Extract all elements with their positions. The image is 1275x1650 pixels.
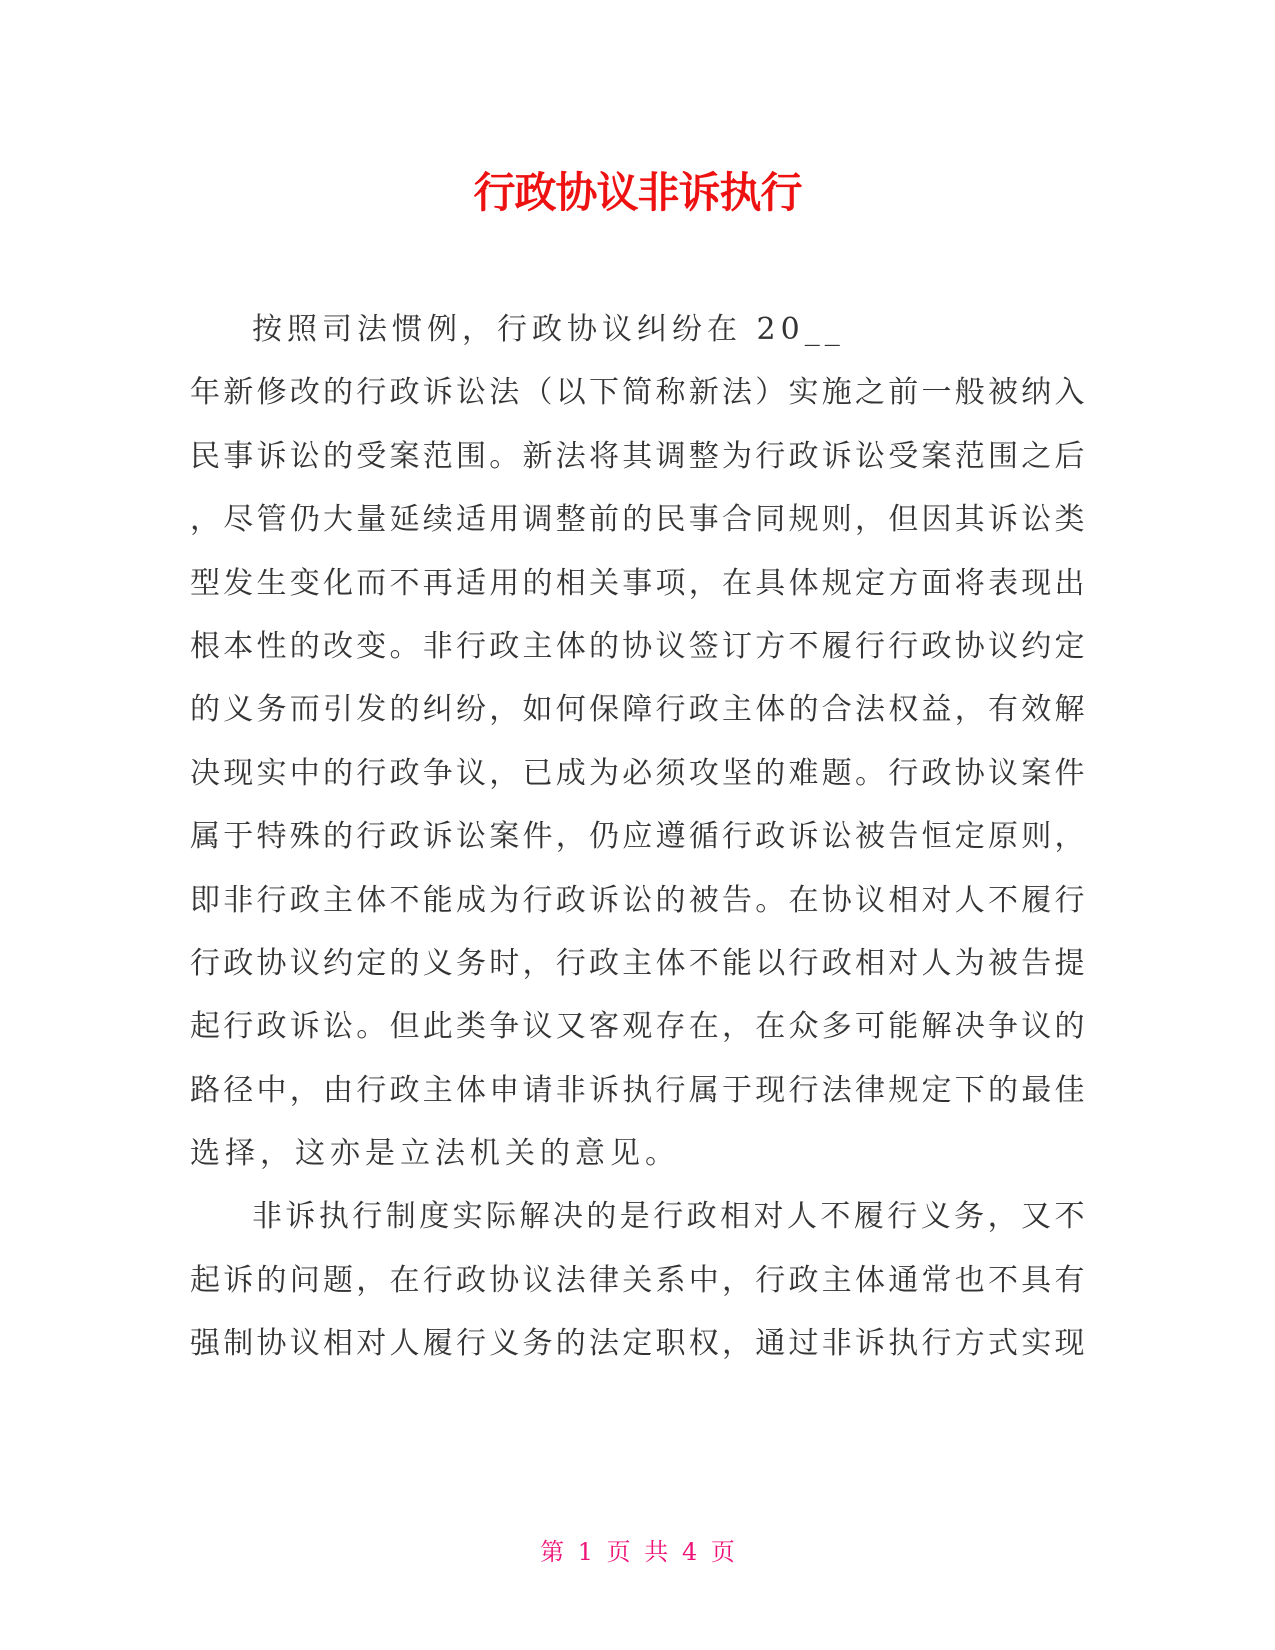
paragraph-line: 行政协议约定的义务时，行政主体不能以行政相对人为被告提	[190, 945, 1085, 981]
paragraph-line: 的义务而引发的纠纷，如何保障行政主体的合法权益，有效解	[190, 692, 1085, 728]
paragraph-line: ，尽管仍大量延续适用调整前的民事合同规则，但因其诉讼类	[190, 502, 1085, 538]
paragraph-line: 民事诉讼的受案范围。新法将其调整为行政诉讼受案范围之后	[190, 438, 1085, 474]
paragraph-line: 型发生变化而不再适用的相关事项，在具体规定方面将表现出	[190, 565, 1085, 601]
paragraph-line: 按照司法惯例，行政协议纠纷在 20__	[252, 312, 845, 347]
document-title: 行政协议非诉执行	[473, 168, 802, 217]
paragraph-line: 非诉执行制度实际解决的是行政相对人不履行义务，又不	[252, 1199, 1085, 1235]
page-footer: 第 1 页 共 4 页	[540, 1538, 735, 1566]
paragraph-line: 决现实中的行政争议，已成为必须攻坚的难题。行政协议案件	[190, 755, 1085, 791]
paragraph-line: 路径中，由行政主体申请非诉执行属于现行法律规定下的最佳	[190, 1072, 1085, 1108]
document-body	[190, 298, 1085, 1376]
paragraph-line: 属于特殊的行政诉讼案件，仍应遵循行政诉讼被告恒定原则，	[190, 819, 1085, 855]
paragraph-line: 强制协议相对人履行义务的法定职权，通过非诉执行方式实现	[190, 1326, 1085, 1362]
paragraph-line: 年新修改的行政诉讼法（以下简称新法）实施之前一般被纳入	[190, 375, 1085, 411]
paragraph-line: 起诉的问题，在行政协议法律关系中，行政主体通常也不具有	[190, 1262, 1085, 1298]
paragraph-line: 即非行政主体不能成为行政诉讼的被告。在协议相对人不履行	[190, 882, 1085, 918]
paragraph-line: 选择，这亦是立法机关的意见。	[190, 1136, 680, 1172]
paragraph-line: 起行政诉讼。但此类争议又客观存在，在众多可能解决争议的	[190, 1009, 1085, 1045]
paragraph-line: 根本性的改变。非行政主体的协议签订方不履行行政协议约定	[190, 628, 1085, 664]
